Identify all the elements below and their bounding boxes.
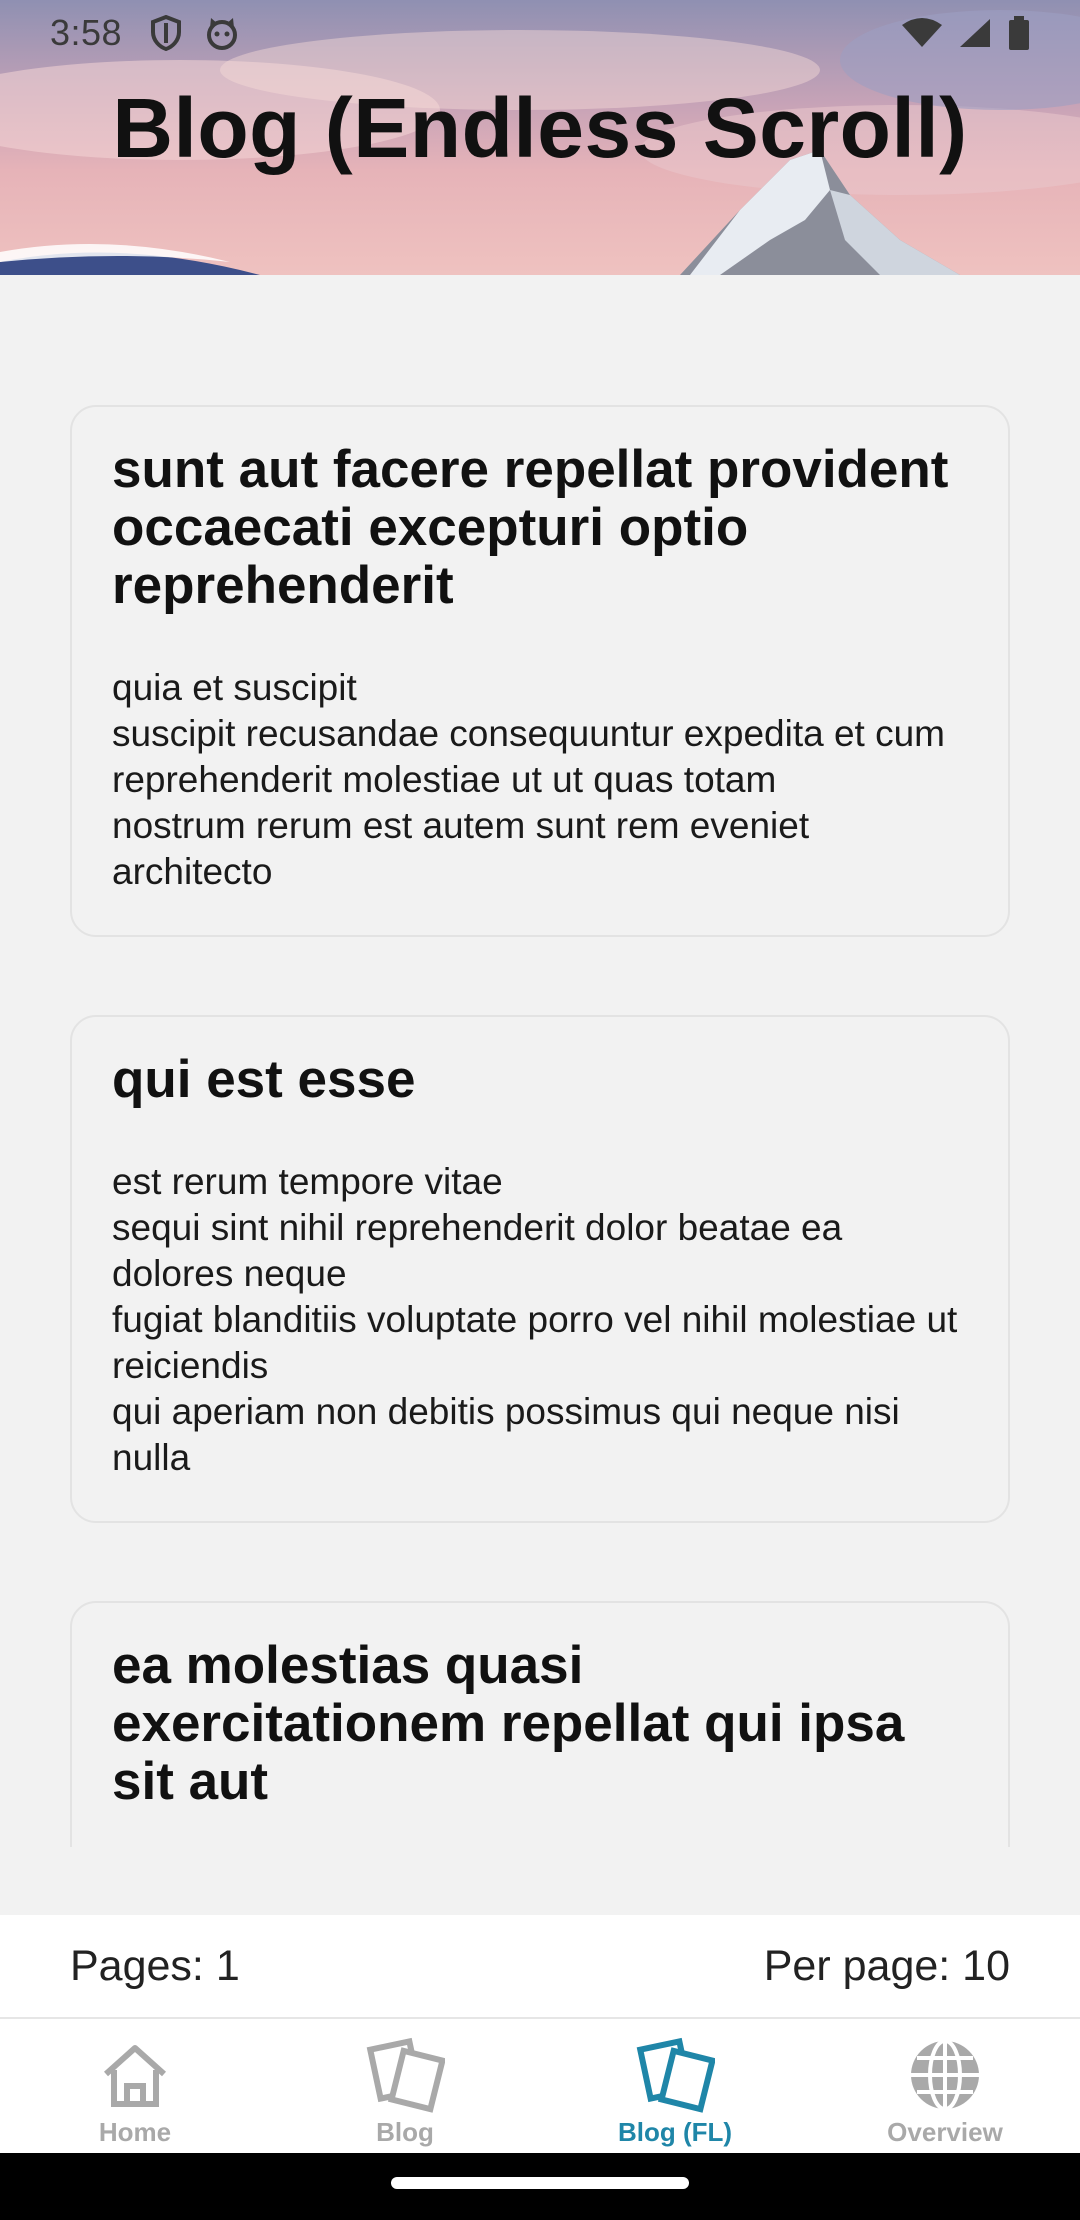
- post-title: sunt aut facere repellat provident occaecati excepturi optio reprehenderit: [112, 440, 949, 615]
- status-time: 3:58: [50, 12, 123, 53]
- header-banner: [0, 0, 1080, 275]
- post-card[interactable]: [70, 1601, 1010, 1847]
- nav-label: Blog (FL): [617, 2117, 733, 2147]
- home-icon: [92, 2035, 178, 2115]
- post-list: [70, 405, 1010, 1847]
- nav-item-home[interactable]: [0, 2019, 270, 2153]
- nav-label: Overview: [887, 2117, 1003, 2147]
- post-body: est rerum tempore vitae sequi sint nihil reprehenderit dolor beatae ea dolores neque fugiat blanditiis voluptate porro vel nihil molestiae ut reiciendis qui aperiam non debitis possimus qui neque nisi nulla: [112, 1161, 958, 1478]
- system-navigation-bar: [0, 2153, 1080, 2220]
- cellular-signal-icon: [958, 17, 992, 49]
- cat-face-icon: [204, 16, 240, 50]
- globe-icon: [902, 2035, 988, 2115]
- page-title: Blog (Endless Scroll): [112, 81, 968, 175]
- post-card[interactable]: [70, 1015, 1010, 1523]
- post-title: ea molestias quasi exercitationem repellat qui ipsa sit aut: [112, 1636, 905, 1811]
- blog-pages-icon: [632, 2035, 718, 2115]
- home-gesture-handle[interactable]: [391, 2177, 689, 2189]
- post-title: qui est esse: [112, 1050, 416, 1109]
- post-card[interactable]: [70, 405, 1010, 937]
- pages-count: Pages: 1: [70, 1941, 240, 1990]
- nav-item-blog-fl[interactable]: [540, 2019, 810, 2153]
- shield-icon: [150, 15, 182, 51]
- bottom-navigation: [0, 2019, 1080, 2153]
- blog-pages-icon: [362, 2035, 448, 2115]
- wifi-icon: [902, 17, 942, 49]
- nav-label: Home: [98, 2117, 172, 2147]
- nav-label: Blog: [376, 2117, 434, 2147]
- status-bar: [0, 0, 1080, 66]
- per-page-count: Per page: 10: [763, 1941, 1010, 1990]
- battery-icon: [1008, 16, 1030, 50]
- nav-item-overview[interactable]: [810, 2019, 1080, 2153]
- post-list-scroll-area[interactable]: [0, 275, 1080, 1847]
- nav-item-blog[interactable]: [270, 2019, 540, 2153]
- pagination-info-bar: [0, 1915, 1080, 2019]
- post-body: quia et suscipit suscipit recusandae consequuntur expedita et cum reprehenderit molestiae ut ut quas totam nostrum rerum est autem sunt rem eveniet architecto: [112, 667, 946, 892]
